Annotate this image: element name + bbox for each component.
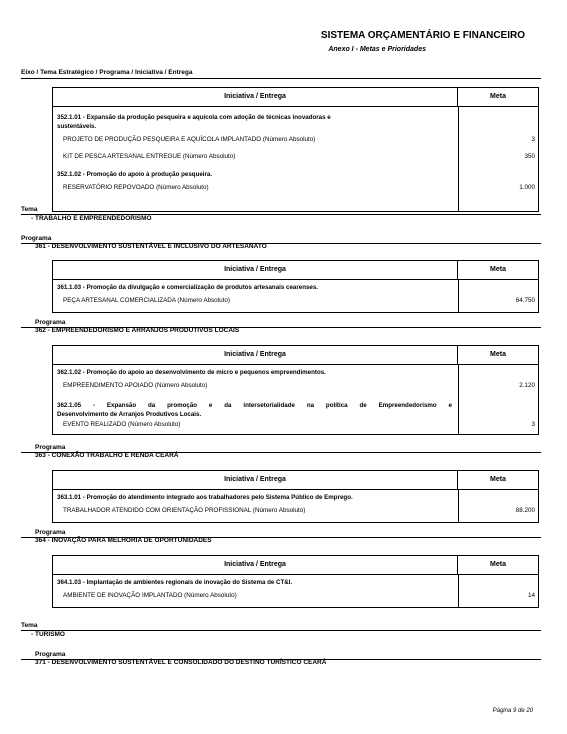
table-body — [53, 365, 538, 434]
report-title: SISTEMA ORÇAMENTÁRIO E FINANCEIRO — [320, 30, 525, 41]
column-header-iniciativa: Iniciativa / Entrega — [53, 471, 458, 489]
meta-value: 88.200 — [515, 507, 535, 514]
iniciativa-label: 352.1.01 - Expansão da produção pesqueira e aquícola com adoção de técnicas inovadoras e — [57, 114, 331, 121]
column-separator — [458, 107, 459, 211]
tema-value: - TURISMO — [31, 631, 65, 638]
tema-value: - TRABALHO E EMPREENDEDORISMO — [31, 215, 152, 222]
entrega-label: RESERVATÓRIO REPOVOADO (Número Absoluto) — [63, 184, 209, 191]
entrega-label: PROJETO DE PRODUÇÃO PESQUEIRA E AQUÍCOLA IMPLANTADO (Número Absoluto) — [63, 136, 316, 143]
metas-table-352 — [52, 87, 539, 212]
column-separator — [458, 575, 459, 607]
programa-value: 362 - EMPREENDEDORISMO E ARRANJOS PRODUTIVOS LOCAIS — [35, 327, 240, 334]
programa-label: Programa — [35, 319, 66, 326]
entrega-label: TRABALHADOR ATENDIDO COM ORIENTAÇÃO PROFISSIONAL (Número Absoluto) — [63, 507, 306, 514]
entrega-label: PEÇA ARTESANAL COMERCIALIZADA (Número Absoluto) — [63, 297, 230, 304]
programa-value: 361 - DESENVOLVIMENTO SUSTENTÁVEL E INCLUSIVO DO ARTESANATO — [35, 243, 267, 250]
programa-value: 364 - INOVAÇÃO PARA MELHORIA DE OPORTUNIDADES — [35, 537, 212, 544]
tema-divider — [21, 630, 541, 631]
iniciativa-label-cont: sustentáveis. — [57, 123, 97, 130]
table-header — [53, 261, 538, 280]
programa-label: Programa — [35, 444, 66, 451]
table-header — [53, 556, 538, 575]
entrega-label: KIT DE PESCA ARTESANAL ENTREGUE (Número Absoluto) — [63, 153, 236, 160]
iniciativa-label: 352.1.02 - Promoção do apoio à produção pesqueira. — [57, 171, 213, 178]
meta-value: 350 — [524, 153, 535, 160]
metas-table-362 — [52, 345, 539, 435]
table-header — [53, 88, 538, 107]
entrega-label: AMBIENTE DE INOVAÇÃO IMPLANTADO (Número Absoluto) — [63, 592, 237, 599]
table-header — [53, 346, 538, 365]
entrega-label: EVENTO REALIZADO (Número Absoluto) — [63, 421, 181, 428]
hierarchy-breadcrumb: Eixo / Tema Estratégico / Programa / Iniciativa / Entrega — [21, 69, 193, 76]
report-subtitle: Anexo I - Metas e Prioridades — [328, 46, 426, 53]
table-body — [53, 280, 538, 312]
table-body — [53, 490, 538, 522]
column-header-iniciativa: Iniciativa / Entrega — [53, 346, 458, 364]
meta-value: 14 — [527, 592, 535, 599]
meta-value: 3 — [531, 421, 535, 428]
column-header-meta: Meta — [490, 351, 506, 358]
programa-value: 371 - DESENVOLVIMENTO SUSTENTÁVEL E CONSOLIDADO DO DESTINO TURÍSTICO CEARÁ — [35, 659, 327, 666]
column-separator — [458, 490, 459, 522]
tema-label: Tema — [21, 206, 38, 213]
header-divider — [21, 78, 541, 79]
column-header-meta: Meta — [490, 476, 506, 483]
table-header — [53, 471, 538, 490]
column-separator — [458, 280, 459, 312]
metas-table-363 — [52, 470, 539, 523]
table-body — [53, 107, 538, 211]
metas-table-361 — [52, 260, 539, 313]
page-number: Página 9 de 20 — [492, 708, 533, 714]
tema-label: Tema — [21, 622, 38, 629]
iniciativa-label: 362.1.02 - Promoção do apoio ao desenvolvimento de micro e pequenos empreendimentos. — [57, 369, 326, 376]
column-header-meta: Meta — [490, 266, 506, 273]
programa-label: Programa — [35, 529, 66, 536]
iniciativa-label-cont: Desenvolvimento de Arranjos Produtivos Locais. — [57, 411, 202, 418]
entrega-label: EMPREENDIMENTO APOIADO (Número Absoluto) — [63, 382, 208, 389]
programa-label: Programa — [35, 651, 66, 658]
iniciativa-label: 361.1.03 - Promoção da divulgação e comercialização de produtos artesanais cearenses. — [57, 284, 319, 291]
programa-label: Programa — [21, 235, 52, 242]
programa-value: 363 - CONEXÃO TRABALHO E RENDA CEARÁ — [35, 452, 179, 459]
column-header-meta: Meta — [490, 561, 506, 568]
meta-value: 3 — [531, 136, 535, 143]
iniciativa-label: 364.1.03 - Implantação de ambientes regionais de inovação do Sistema de CT&I. — [57, 579, 293, 586]
column-header-iniciativa: Iniciativa / Entrega — [53, 261, 458, 279]
metas-table-364 — [52, 555, 539, 608]
column-header-iniciativa: Iniciativa / Entrega — [53, 556, 458, 574]
table-body — [53, 575, 538, 607]
meta-value: 64.750 — [515, 297, 535, 304]
iniciativa-label: 362.1.05 - Expansão da promoção e da intersetorialidade na política de Empreendedorismo e — [57, 402, 452, 409]
column-separator — [458, 365, 459, 434]
iniciativa-label: 363.1.01 - Promoção do atendimento integrado aos trabalhadores pelo Sistema Público de Emprego. — [57, 494, 353, 501]
column-header-iniciativa: Iniciativa / Entrega — [53, 88, 458, 106]
meta-value: 2.120 — [519, 382, 535, 389]
column-header-meta: Meta — [490, 93, 506, 100]
meta-value: 1.000 — [519, 184, 535, 191]
